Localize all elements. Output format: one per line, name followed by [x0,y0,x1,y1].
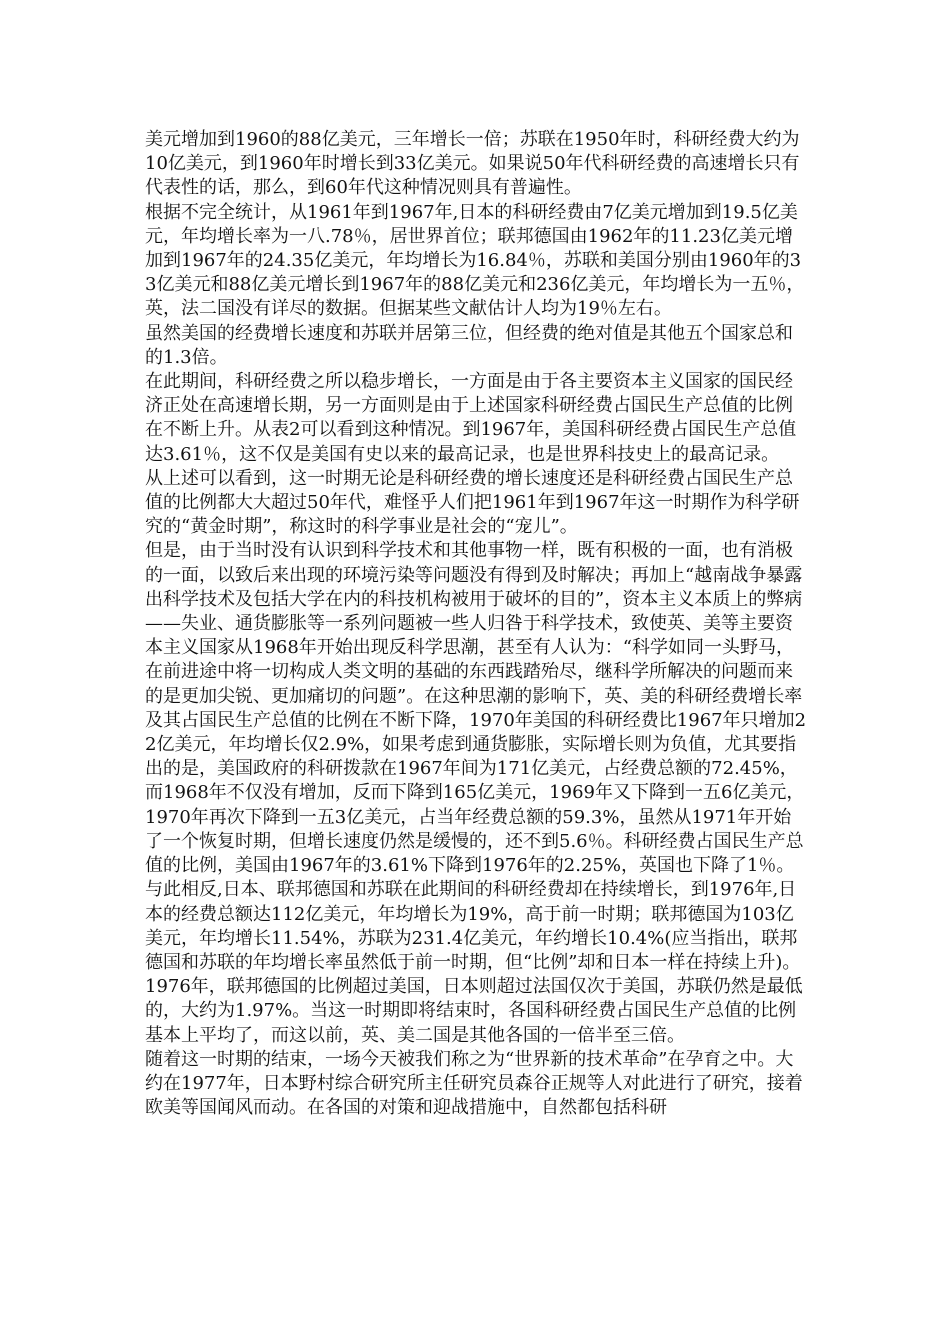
document-body [145,128,807,1120]
paragraph-4: 在此期间，科研经费之所以稳步增长，一方面是由于各主要资本主义国家的国民经济正处在高速增长期，另一方面则是由于上述国家科研经费占国民生产总值的比例在不断上升。从表2可以看到这种情况。到1967年，美国科研经费占国民生产总值达3.61％，这不仅是美国有史以来的最高记录，也是世界科技史上的最高记录。 [145,371,797,465]
paragraph-2: 根据不完全统计，从1961年到1967年,日本的科研经费由7亿美元增加到19.5亿美元，年均增长率为一八.78％，居世界首位；联邦德国由1962年的11.23亿美元增加到1967年的24.35亿美元，年均增长为16.84％，苏联和美国分别由1960年的33亿美元和88亿美元增长到1967年的88亿美元和236亿美元，年均增长为一五％，英，法二国没有详尽的数据。但据某些文献估计人均为19％左右。 [145,201,805,320]
paragraph-1: 美元增加到1960的88亿美元，三年增长一倍；苏联在1950年时，科研经费大约为10亿美元，到1960年时增长到33亿美元。如果说50年代科研经费的高速增长只有代表性的话，那么，到60年代这种情况则具有普遍性。 [145,129,800,199]
paragraph-5: 从上述可以看到，这一时期无论是科研经费的增长速度还是科研经费占国民生产总值的比例都大大超过50年代，难怪乎人们把1961年到1967年这一时期作为科学研究的“黄金时期”，称这时的科学事业是社会的“宠儿”。 [145,467,800,538]
paragraph-6: 但是，由于当时没有认识到科学技术和其他事物一样，既有积极的一面，也有消极的一面，以致后来出现的环境污染等问题没有得到及时解决；再加上“越南战争暴露出科学技术及包括大学在内的科技机构被用于破坏的目的”，资本主义本质上的弊病——失业、通货膨胀等一系列问题被一些人归咎于科学技术，致使英、美等主要资本主义国家从1968年开始出现反科学思潮，甚至有人认为：“科学如同一头野马，在前进途中将一切构成人类文明的基础的东西践踏殆尽，继科学所解决的问题而来的是更加尖锐、更加痛切的问题”。在这种思潮的影响下，英、美的科研经费增长率及其占国民生产总值的比例在不断下降，1970年美国的科研经费比1967年只增加22亿美元，年均增长仅2.9%，如果考虑到通货膨胀，实际增长则为负值，尤其要指出的是，美国政府的科研拨款在1967年间为171亿美元，占经费总额的72.45%，而1968年不仅没有增加，反而下降到165亿美元，1969年又下降到一五6亿美元，1970年再次下降到一五3亿美元，占当年经费总额的59.3%，虽然从1971年开始了一个恢复时期，但增长速度仍然是缓慢的，还不到5.6％。科研经费占国民生产总值的比例，美国由1967年的3.61%下降到1976年的2.25%，英国也下降了1％。与此相反,日本、联邦德国和苏联在此期间的科研经费却在持续增长，到1976年,日本的经费总额达112亿美元，年均增长为19%，高于前一时期；联邦德国为103亿美元，年均增长11.54%，苏联为231.4亿美元，年约增长10.4%(应当指出，联邦德国和苏联的年均增长率虽然低于前一时期，但“比例”却和日本一样在持续上升)。1976年，联邦德国的比例超过美国，日本则超过法国仅次于美国，苏联仍然是最低的，大约为1.97%。当这一时期即将结束时，各国科研经费占国民生产总值的比例基本上平均了，而这以前，英、美二国是其他各国的一倍半至三倍。 [145,540,807,1046]
paragraph-3: 虽然美国的经费增长速度和苏联并居第三位，但经费的绝对值是其他五个国家总和的1.3倍。 [145,322,793,368]
paragraph-7: 随着这一时期的结束，一场今天被我们称之为“世界新的技术革命”在孕育之中。大约在1977年，日本野村综合研究所主任研究员森谷正规等人对此进行了研究，接着欧美等国闻风而动。在各国的对策和迎战措施中，自然都包括科研 [145,1048,803,1119]
